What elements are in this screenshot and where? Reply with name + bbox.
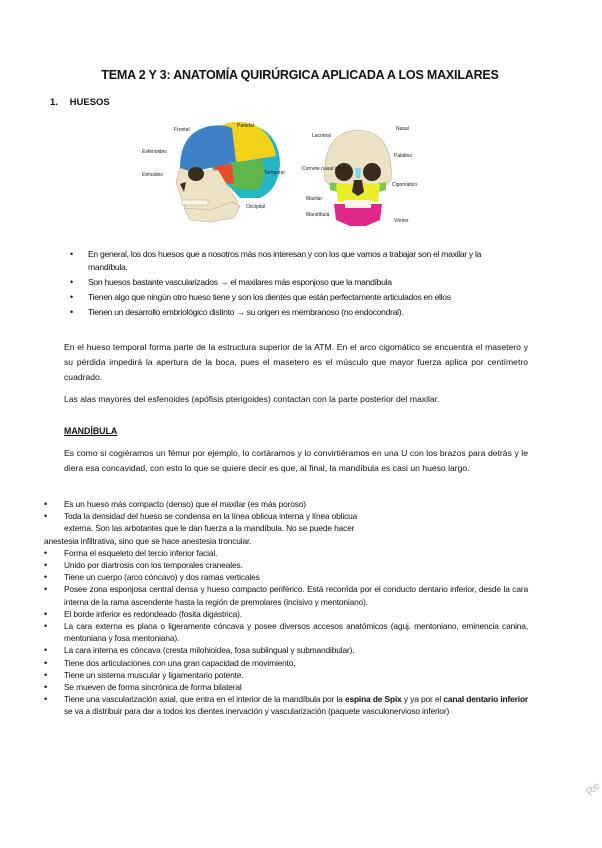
list-item-continuation: anestesia infiltrativa, sino que se hace anestesia troncular. xyxy=(44,535,252,546)
list-item: • La cara externa es plana o ligeramente cóncava y posee diversos accesos anatómicos (aguj. mentoniano, eminencia canina, mentoniana y fosa mentoniana). xyxy=(44,620,528,644)
label-vomer: Vómer xyxy=(394,218,409,224)
label-occipital: Occipital xyxy=(246,204,266,210)
list-item: • Tiene dos articulaciones con una gran capacidad de movimiento. xyxy=(44,657,528,669)
list-item: • Posee zona esponjosa central densa y hueso compacto periférico. Está recorrida por el conducto dentario inferior, desde la cara interna de la rama ascendente hasta la región de premolares (incisivo y mentoniano). xyxy=(44,583,528,607)
section-number: 1. xyxy=(50,97,58,108)
temporal-paragraph: En el hueso temporal forma parte de la estructura superior de la ATM. En el arco cigomático se encuentra el masetero y su pérdida impedirá la apertura de la boca, pues el masetero es el músculo que mayor fuerza aplica por centímetro cuadrado. xyxy=(64,342,528,382)
lateral-skull-figure xyxy=(140,110,295,225)
nasal-bone xyxy=(355,168,361,178)
temporal-region xyxy=(230,160,264,190)
bones-bullet-list xyxy=(70,248,520,321)
orbit-right xyxy=(363,163,381,181)
label-palatino: Palatino xyxy=(394,153,413,159)
canal-term: canal dentario inferior xyxy=(443,694,529,705)
list-item: • La cara interna es cóncava (cresta milohioidea, fosa sublingual y submandibular). xyxy=(44,644,528,656)
label-mandibula: Mandíbula xyxy=(306,212,330,218)
document-title: TEMA 2 Y 3: ANATOMÍA QUIRÚRGICA APLICADA A LOS MAXILARES xyxy=(101,68,499,82)
list-item-continuation: externa. Son las arbotantes que le dan fuerza a la mandíbula. No se puede hacer xyxy=(64,523,355,534)
lower-teeth xyxy=(345,204,371,208)
mandible-heading: MANDÍBULA xyxy=(64,426,118,436)
frontal-skull-figure xyxy=(300,120,418,230)
label-temporal: Temporal xyxy=(264,170,285,176)
label-etmoides: Etmoides xyxy=(142,172,163,178)
mandible-bullet-list xyxy=(44,498,528,718)
mandible-intro-paragraph: Es como si cogiéramos un fémur por ejemplo, lo cortáramos y lo convirtiéramos en una U con los brazos para detrás y le diera esa concavidad, con esto lo que se quiere decir es que, al final, la mandíbula es casi un hueso largo. xyxy=(64,448,528,473)
list-item: • En general, los dos huesos que a nosotros más nos interesan y con los que vamos a trabajar son el maxilar y la mandíbula. xyxy=(70,248,520,274)
list-item: • Son huesos bastante vascularizados → el maxilares más esponjoso que la mandíbula xyxy=(70,276,520,289)
frontal-skull-drawing xyxy=(325,130,391,226)
label-frontal: Frontal xyxy=(174,127,190,133)
upper-teeth xyxy=(344,200,372,204)
list-item-vascularization xyxy=(44,693,528,717)
label-cigomatico: Cigomático xyxy=(392,182,418,188)
label-maxilar: Maxilar xyxy=(306,196,323,202)
text-run: se va a distribuir para dar a todos los dientes inervación y vascularización (paquete vasculonervioso inferior) xyxy=(64,706,450,717)
list-item: • El borde inferior es redondeado (fosita digástrica). xyxy=(44,608,528,620)
text-run: Tiene una vascularización axial, que entra en el interior de la mandíbula por la xyxy=(64,694,345,705)
label-esfenoides: Esfenoides xyxy=(142,149,167,155)
list-item: • Unido por diartrosis con los temporales craneales. xyxy=(44,559,528,571)
list-item: • Tienen algo que ningún otro hueso tiene y son los dientes que están perfectamente articulados en ellos xyxy=(70,291,520,304)
teeth xyxy=(182,200,208,205)
label-cornete: Cornete nasal inferior xyxy=(302,166,350,172)
label-lacrimal: Lacrimal xyxy=(312,133,331,139)
label-parietal: Parietal xyxy=(237,123,254,129)
sphenoid-paragraph: Las alas mayores del esfenoides (apófisis pterigoides) contactan con la parte posterior del maxilar. xyxy=(64,394,440,404)
section-heading xyxy=(50,97,110,108)
orbit xyxy=(188,167,204,181)
list-item: • Tienen un desarrollo embriológico distinto → su origen es membranoso (no endocondral). xyxy=(70,306,520,319)
watermark-stamp: Re xyxy=(584,780,602,799)
spix-term: espina de Spix xyxy=(344,694,402,705)
list-item: • Se mueven de forma sincrónica de forma bilateral xyxy=(44,681,528,693)
section-label: HUESOS xyxy=(69,97,110,108)
label-nasal: Nasal xyxy=(396,126,409,132)
list-item: • Toda la densidad del hueso se condensa en la línea oblicua interna y línea oblicua xyxy=(44,510,528,522)
list-item: • Tiene un sistema muscular y ligamentario potente. xyxy=(44,669,528,681)
list-item: • Es un hueso más compacto (denso) que el maxilar (es más poroso) xyxy=(44,498,528,510)
list-item: • Forma el esqueleto del tercio inferior facial. xyxy=(44,547,528,559)
text-run: y ya por el xyxy=(401,694,444,705)
list-item: • Tiene un cuerpo (arco cóncavo) y dos ramas verticales xyxy=(44,571,528,583)
